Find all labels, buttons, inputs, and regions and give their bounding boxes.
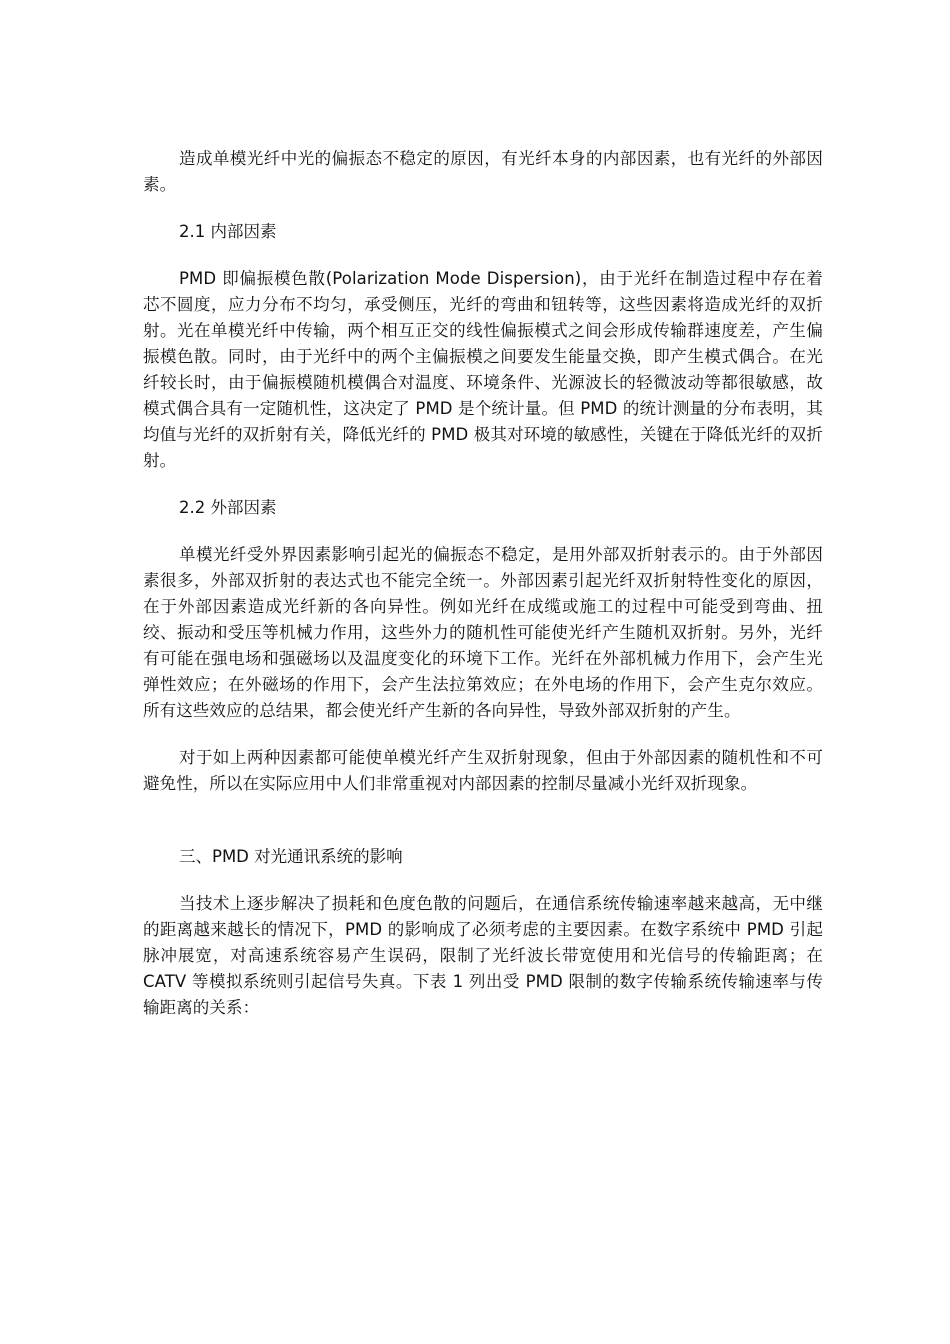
section-3-paragraph: 当技术上逐步解决了损耗和色度色散的问题后，在通信系统传输速率越来越高，无中继的距离越来越长的情况下，PMD 的影响成了必须考虑的主要因素。在数字系统中 PMD 引起脉冲展宽，对高速系统容易产生误码，限制了光纤波长带宽使用和光信号的传输距离；在 CATV 等模拟系统则引起信号失真。下表 1 列出受 PMD 限制的数字传输系统传输速率与传输距离的关系： — [143, 894, 823, 1017]
section-2-1-paragraph: PMD 即偏振模色散(Polarization Mode Dispersion)，由于光纤在制造过程中存在着芯不圆度，应力分布不均匀，承受侧压，光纤的弯曲和钮转等，这些因素将造成光纤的双折射。光在单模光纤中传输，两个相互正交的线性偏振模式之间会形成传输群速度差，产生偏振模色散。同时，由于光纤中的两个主偏振模之间要发生能量交换，即产生模式偶合。在光纤较长时，由于偏振模随机模偶合对温度、环境条件、光源波长的轻微波动等都很敏感，故模式偶合具有一定随机性，这决定了 PMD 是个统计量。但 PMD 的统计测量的分布表明，其均值与光纤的双折射有关，降低光纤的 PMD 极其对环境的敏感性，关键在于降低光纤的双折射。 — [143, 269, 823, 470]
section-2-2-paragraph: 单模光纤受外界因素影响引起光的偏振态不稳定，是用外部双折射表示的。由于外部因素很多，外部双折射的表达式也不能完全统一。外部因素引起光纤双折射特性变化的原因，在于外部因素造成光纤新的各向异性。例如光纤在成缆或施工的过程中可能受到弯曲、扭绞、振动和受压等机械力作用，这些外力的随机性可能使光纤产生随机双折射。另外，光纤有可能在强电场和强磁场以及温度变化的环境下工作。光纤在外部机械力作用下，会产生光弹性效应；在外磁场的作用下，会产生法拉第效应；在外电场的作用下，会产生克尔效应。所有这些效应的总结果，都会使光纤产生新的各向异性，导致外部双折射的产生。 — [143, 545, 823, 720]
section-3-heading: 三、PMD 对光通讯系统的影响 — [179, 847, 403, 866]
summary-paragraph: 对于如上两种因素都可能使单模光纤产生双折射现象，但由于外部因素的随机性和不可避免性，所以在实际应用中人们非常重视对内部因素的控制尽量减小光纤双折现象。 — [143, 748, 823, 793]
document-page — [143, 146, 823, 1042]
intro-paragraph: 造成单模光纤中光的偏振态不稳定的原因，有光纤本身的内部因素，也有光纤的外部因素。 — [143, 149, 823, 194]
section-2-2-heading: 2.2 外部因素 — [179, 498, 277, 517]
section-2-1-heading: 2.1 内部因素 — [179, 222, 277, 241]
section-spacer — [143, 818, 823, 844]
